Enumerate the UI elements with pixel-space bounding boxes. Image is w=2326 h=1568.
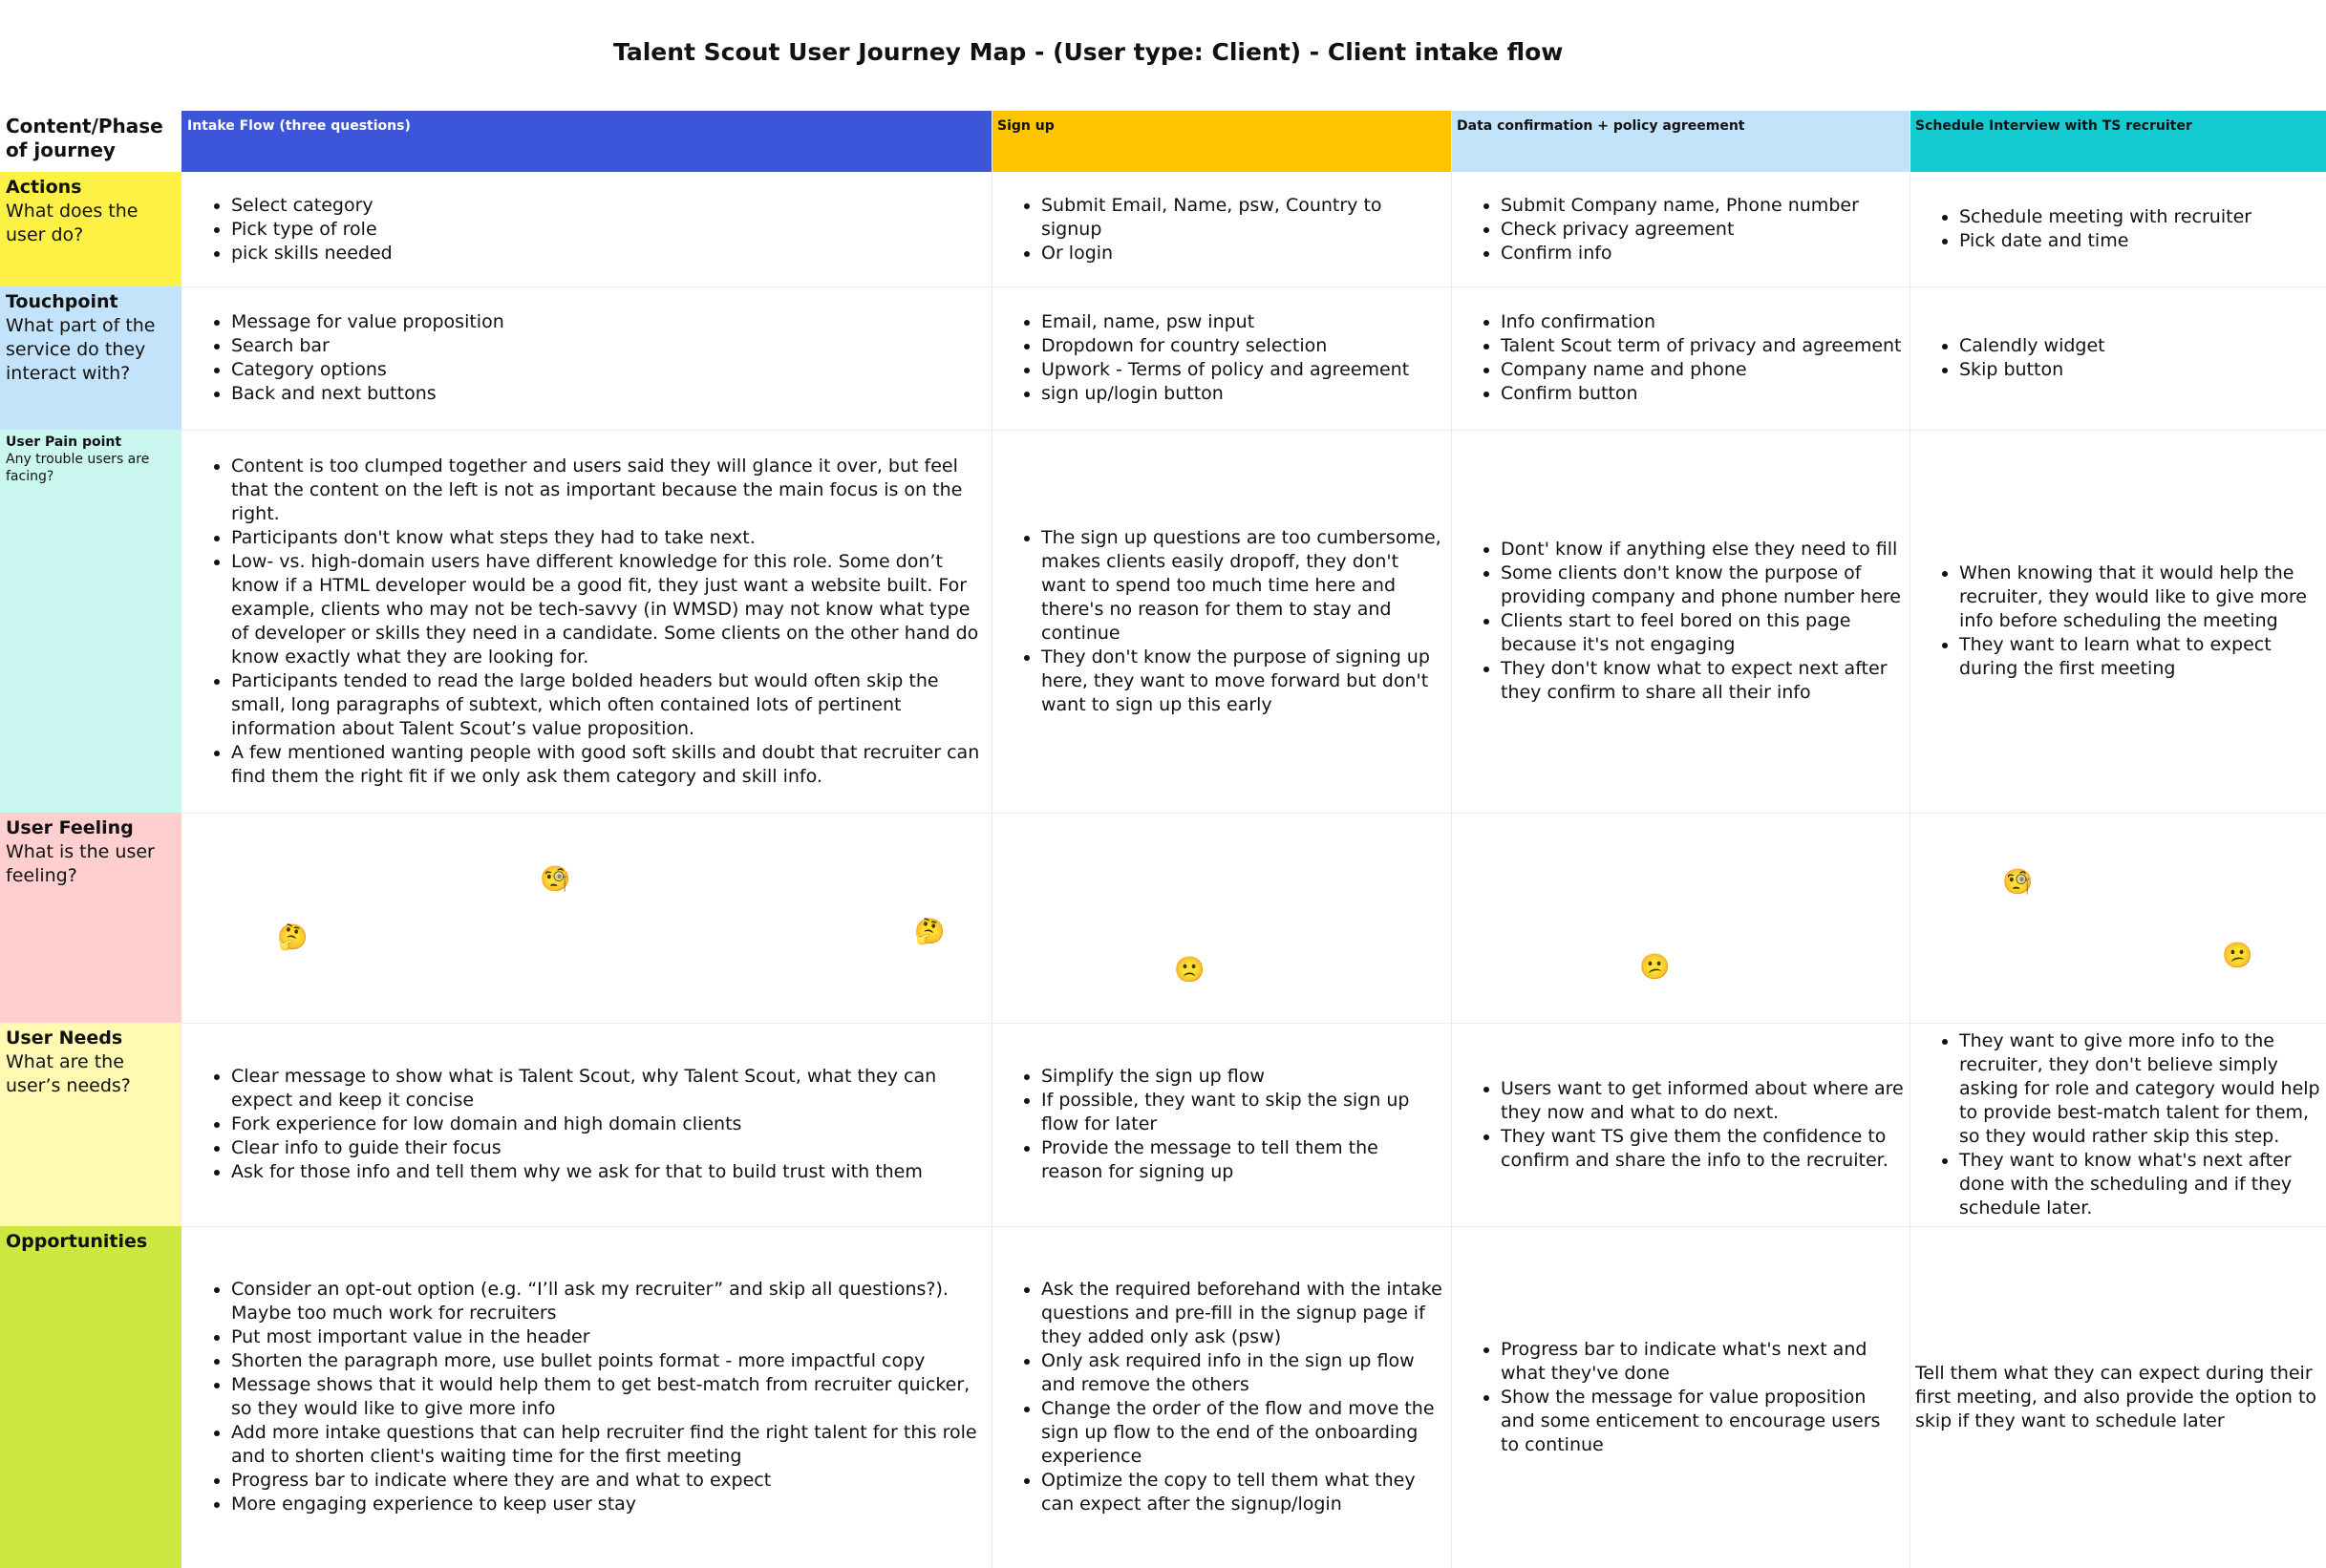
cell-touchpoint-confirm — [1451, 286, 1910, 430]
bullet-list — [993, 1065, 1445, 1184]
cell-touchpoint-intake — [181, 286, 992, 430]
cell-actions-signup — [992, 172, 1451, 286]
cell-actions-confirm — [1451, 172, 1910, 286]
list-item: • Only ask required info in the sign up flow and remove the others — [1041, 1349, 1445, 1397]
row-title: User Needs — [6, 1028, 123, 1049]
list-item: • They don't know what to expect next after they confirm to share all their info — [1501, 657, 1904, 705]
row-divider — [181, 813, 2326, 814]
list-item: • Email, name, psw input — [1041, 310, 1409, 334]
bullet-list — [993, 1278, 1445, 1516]
list-item: • Skip button — [1959, 358, 2105, 382]
list-item: • Ask for those info and tell them why we ask for that to build trust with them — [231, 1160, 986, 1184]
list-item: • They want to know what's next after done with the scheduling and if they schedule later. — [1959, 1149, 2320, 1220]
row-subtitle: Any trouble users are facing? — [6, 452, 150, 484]
list-item: • Calendly widget — [1959, 334, 2105, 358]
list-item: • pick skills needed — [231, 242, 393, 265]
list-item: • Info confirmation — [1501, 310, 1902, 334]
list-item: • Some clients don't know the purpose of providing company and phone number here — [1501, 562, 1904, 609]
list-item: • Pick date and time — [1959, 229, 2251, 253]
bullet-list — [1453, 310, 1902, 406]
row-label-needs — [0, 1023, 181, 1226]
phase-intake-flow: Intake Flow (three questions) — [181, 111, 992, 172]
list-item: • Company name and phone — [1501, 358, 1902, 382]
monocle-face-icon: 🧐 — [2002, 867, 2034, 896]
row-title: Actions — [6, 177, 82, 198]
list-item: • Shorten the paragraph more, use bullet points format - more impactful copy — [231, 1349, 986, 1373]
bullet-list — [1453, 1077, 1904, 1173]
list-item: • Low- vs. high-domain users have different knowledge for this role. Some don’t know if a HTML developer would be a good fit, they just want a website built. For example, clients who may not be tech-savvy (in WMSD) may not know what type of developer or skills they need in a candidate. Some clients on the other hand do know exactly what they are looking for. — [231, 550, 986, 669]
bullet-list — [183, 1278, 986, 1516]
row-subtitle: What is the user feeling? — [6, 841, 155, 886]
confused-face-icon: 😕 — [1639, 952, 1671, 981]
cell-pain-signup — [992, 430, 1451, 813]
cell-opportunities-signup — [992, 1226, 1451, 1568]
cell-pain-intake — [181, 430, 992, 813]
bullet-list — [993, 310, 1409, 406]
list-item: • Participants don't know what steps they had to take next. — [231, 526, 986, 550]
list-item: • If possible, they want to skip the sign up flow for later — [1041, 1089, 1445, 1136]
list-item: • Message shows that it would help them to get best-match from recruiter quicker, so they would like to give more info — [231, 1373, 986, 1421]
bullet-list — [993, 526, 1445, 717]
bullet-list — [183, 1065, 986, 1184]
list-item: • Users want to get informed about where are they now and what to do next. — [1501, 1077, 1904, 1125]
list-item: • Select category — [231, 194, 393, 218]
bullet-list — [183, 310, 504, 406]
bullet-list — [183, 455, 986, 789]
cell-touchpoint-signup — [992, 286, 1451, 430]
row-subtitle: What part of the service do they interact with? — [6, 315, 156, 384]
row-label-feeling — [0, 813, 181, 1023]
row-label-pain-point — [0, 430, 181, 813]
list-item: • Confirm button — [1501, 382, 1902, 406]
bullet-list — [1911, 205, 2251, 253]
cell-needs-signup — [992, 1023, 1451, 1226]
row-label-touchpoint — [0, 286, 181, 430]
list-item: • The sign up questions are too cumbersome, makes clients easily dropoff, they don't want to spend too much time here and there's no reason for them to stay and continue — [1041, 526, 1445, 646]
list-item: • They want to learn what to expect during the first meeting — [1959, 633, 2320, 681]
cell-actions-intake — [181, 172, 992, 286]
cell-pain-schedule — [1910, 430, 2326, 813]
cell-needs-confirm — [1451, 1023, 1910, 1226]
monocle-face-icon: 🧐 — [540, 864, 571, 893]
list-item: • Optimize the copy to tell them what they can expect after the signup/login — [1041, 1469, 1445, 1516]
list-item: • Fork experience for low domain and high domain clients — [231, 1112, 986, 1136]
phase-schedule-interview: Schedule Interview with TS recruiter — [1910, 111, 2326, 172]
phase-header-label: Content/Phase of journey — [6, 115, 163, 161]
cell-needs-intake — [181, 1023, 992, 1226]
list-item: • Dont' know if anything else they need to fill — [1501, 538, 1904, 562]
list-item: • Upwork - Terms of policy and agreement — [1041, 358, 1409, 382]
bullet-list — [183, 194, 393, 265]
list-item: • Confirm info — [1501, 242, 1859, 265]
thinking-face-icon: 🤔 — [277, 922, 309, 951]
row-label-opportunities — [0, 1226, 181, 1568]
list-item: • Submit Email, Name, psw, Country to signup — [1041, 194, 1445, 242]
list-item: • Or login — [1041, 242, 1445, 265]
list-item: • More engaging experience to keep user stay — [231, 1493, 986, 1516]
cell-opportunities-intake — [181, 1226, 992, 1568]
row-subtitle: What does the user do? — [6, 201, 139, 245]
list-item: • Progress bar to indicate what's next and what they've done — [1501, 1338, 1904, 1386]
opportunity-text: Tell them what they can expect during their first meeting, and also provide the option to skip if they want to schedule later — [1915, 1362, 2317, 1431]
row-subtitle: What are the user’s needs? — [6, 1051, 131, 1096]
list-item: • Schedule meeting with recruiter — [1959, 205, 2251, 229]
list-item: • Ask the required beforehand with the intake questions and pre-fill in the signup page if they added only ask (psw) — [1041, 1278, 1445, 1349]
list-item: • Pick type of role — [231, 218, 393, 242]
bullet-list — [1453, 194, 1859, 265]
list-item: • A few mentioned wanting people with good soft skills and doubt that recruiter can find them the right fit if we only ask them category and skill info. — [231, 741, 986, 789]
cell-actions-schedule — [1910, 172, 2326, 286]
thinking-face-icon: 🤔 — [914, 917, 946, 945]
bullet-list — [1453, 538, 1904, 705]
list-item: • Put most important value in the header — [231, 1325, 986, 1349]
frowning-face-icon: 🙁 — [1174, 955, 1206, 984]
row-title: Opportunities — [6, 1231, 148, 1252]
cell-opportunities-confirm — [1451, 1226, 1910, 1568]
list-item: • Search bar — [231, 334, 504, 358]
list-item: • Change the order of the flow and move the sign up flow to the end of the onboarding experience — [1041, 1397, 1445, 1469]
list-item: • Check privacy agreement — [1501, 218, 1859, 242]
list-item: • Category options — [231, 358, 504, 382]
bullet-list — [1911, 1029, 2320, 1220]
list-item: • Dropdown for country selection — [1041, 334, 1409, 358]
cell-touchpoint-schedule — [1910, 286, 2326, 430]
list-item: • Add more intake questions that can help recruiter find the right talent for this role and to shorten client's waiting time for the first meeting — [231, 1421, 986, 1469]
phase-data-confirmation: Data confirmation + policy agreement — [1451, 111, 1910, 172]
list-item: • Progress bar to indicate where they are and what to expect — [231, 1469, 986, 1493]
list-item: • Back and next buttons — [231, 382, 504, 406]
row-title: User Pain point — [6, 434, 122, 450]
list-item: • Clear message to show what is Talent Scout, why Talent Scout, what they can expect and keep it concise — [231, 1065, 986, 1112]
page-title: Talent Scout User Journey Map - (User type: Client) - Client intake flow — [613, 38, 1564, 66]
list-item: • When knowing that it would help the recruiter, they would like to give more info before scheduling the meeting — [1959, 562, 2320, 633]
bullet-list — [1453, 1338, 1904, 1457]
list-item: • They want to give more info to the recruiter, they don't believe simply asking for role and category would help to provide best-match talent for them, so they would rather skip this step. — [1959, 1029, 2320, 1149]
list-item: • Participants tended to read the large bolded headers but would often skip the small, long paragraphs of subtext, which often contained lots of pertinent information about Talent Scout’s value proposition. — [231, 669, 986, 741]
list-item: • Submit Company name, Phone number — [1501, 194, 1859, 218]
row-label-actions — [0, 172, 181, 286]
cell-pain-confirm — [1451, 430, 1910, 813]
confused-face-icon: 😕 — [2222, 941, 2253, 969]
cell-opportunities-schedule — [1910, 1226, 2326, 1568]
row-title: Touchpoint — [6, 291, 118, 312]
row-title: User Feeling — [6, 817, 134, 838]
phase-sign-up: Sign up — [992, 111, 1451, 172]
list-item: • Show the message for value proposition and some enticement to encourage users to continue — [1501, 1386, 1904, 1457]
list-item: • Consider an opt-out option (e.g. “I’ll ask my recruiter” and skip all questions?). Maybe too much work for recruiters — [231, 1278, 986, 1325]
bullet-list — [1911, 334, 2105, 382]
list-item: • Simplify the sign up flow — [1041, 1065, 1445, 1089]
list-item: • Talent Scout term of privacy and agreement — [1501, 334, 1902, 358]
list-item: • Message for value proposition — [231, 310, 504, 334]
bullet-list — [993, 194, 1445, 265]
list-item: • Provide the message to tell them the reason for signing up — [1041, 1136, 1445, 1184]
list-item: • Clients start to feel bored on this page because it's not engaging — [1501, 609, 1904, 657]
bullet-list — [1911, 562, 2320, 681]
list-item: • Clear info to guide their focus — [231, 1136, 986, 1160]
list-item: • sign up/login button — [1041, 382, 1409, 406]
list-item: • Content is too clumped together and users said they will glance it over, but feel that the content on the left is not as important because the main focus is on the right. — [231, 455, 986, 526]
list-item: • They don't know the purpose of signing up here, they want to move forward but don't want to sign up this early — [1041, 646, 1445, 717]
cell-needs-schedule — [1910, 1023, 2326, 1226]
list-item: • They want TS give them the confidence to confirm and share the info to the recruiter. — [1501, 1125, 1904, 1173]
